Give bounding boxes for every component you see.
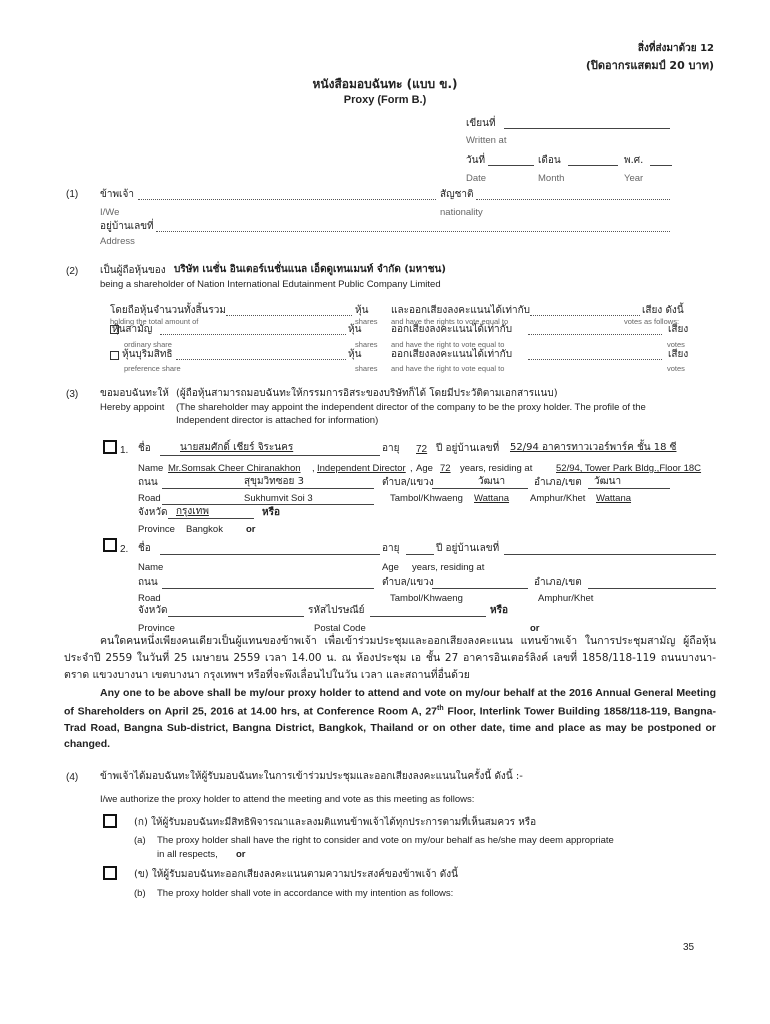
- proxy-2-age-english-label: Age: [382, 562, 399, 573]
- proxy-2-years-english: years, residing at: [412, 562, 485, 573]
- preference-share-english-label: preference share: [124, 364, 181, 373]
- form-title-english: Proxy (Form B.): [343, 94, 427, 106]
- ordinary-votes-thai-unit: เสียง: [668, 324, 689, 335]
- proxy-2-postal-english-label: Postal Code: [314, 623, 366, 634]
- year-thai-label: พ.ศ.: [624, 155, 644, 166]
- proxy-2-amphur-thai-label: อำเภอ/เขต: [534, 577, 582, 588]
- proxy-1-name-line: [160, 455, 380, 456]
- proxy-1-province-thai-label: จังหวัด: [138, 507, 168, 518]
- proxy-1-road-line: [162, 488, 374, 489]
- proxy-1-address-english-value[interactable]: 52/94, Tower Park Bldg.,Floor 18C: [556, 463, 702, 474]
- proxy-1-amphur-thai-label: อำเภอ/เขต: [534, 477, 582, 488]
- proxy-2-province-english-label: Province: [138, 623, 175, 634]
- ordinary-votes-field[interactable]: [528, 334, 662, 335]
- attachment-label: สิ่งที่ส่งมาด้วย 12: [637, 43, 714, 54]
- preference-votes-english-label: and have the right to vote equal to: [391, 364, 505, 373]
- option-a-label: (a): [134, 835, 146, 846]
- proxy-1-address-thai-value[interactable]: 52/94 อาคารทาวเวอร์พาร์ค ชั้น 18 ซี: [510, 442, 677, 453]
- preference-votes-field[interactable]: [528, 359, 662, 360]
- proxy-2-amphur-field[interactable]: [588, 588, 716, 589]
- proxy-1-amphur-english-value[interactable]: Wattana: [596, 493, 632, 504]
- date-field[interactable]: [488, 165, 534, 166]
- proxy-1-tambol-english-value[interactable]: Wattana: [474, 493, 510, 504]
- stamp-duty-note: (ปิดอากรแสตมป์ 20 บาท): [585, 59, 714, 72]
- ordinary-shares-english-unit: shares: [355, 340, 378, 349]
- proxy-1-name-thai-value[interactable]: นายสมศักดิ์ เชียร์ จิระนคร: [180, 442, 294, 453]
- proxy-1-name-english-value[interactable]: Mr.Somsak Cheer Chiranakhon: [168, 463, 301, 474]
- address-field[interactable]: [156, 231, 670, 232]
- total-votes-field[interactable]: [530, 315, 640, 316]
- iwe-thai-label: ข้าพเจ้า: [100, 189, 134, 200]
- proxy-1-age-english-label: Age: [416, 463, 433, 474]
- page-number: 35: [683, 942, 695, 953]
- nationality-field[interactable]: [476, 199, 670, 200]
- proxy-1-tambol-thai-label: ตำบล/แขวง: [382, 477, 434, 488]
- proxy-1-name-thai-label: ชื่อ: [138, 443, 151, 454]
- company-name-thai: บริษัท เนชั่น อินเตอร์เนชั่นแนล เอ็ดดูเทนเมนท์ จำกัด (มหาชน): [174, 264, 446, 275]
- proxy-1-road-english-value[interactable]: Sukhumvit Soi 3: [244, 493, 313, 504]
- proxy-1-province-line: [168, 518, 254, 519]
- proxy-2-road-english-label: Road: [138, 593, 161, 604]
- ordinary-share-english-label: ordinary share: [124, 340, 172, 349]
- proxy-1-age-thai-label: อายุ: [382, 443, 400, 454]
- proxy-2-name-field[interactable]: [160, 554, 380, 555]
- shares-english-unit: shares: [355, 317, 378, 326]
- proxy-2-checkbox[interactable]: [103, 538, 117, 552]
- name-field[interactable]: [138, 199, 436, 200]
- proxy-2-age-thai-label: อายุ: [382, 543, 400, 554]
- proxy-1-road-english-line: [162, 504, 374, 505]
- proxy-2-or-english: or: [530, 623, 540, 634]
- preference-votes-thai-label: ออกเสียงลงคะแนนได้เท่ากับ: [391, 349, 513, 360]
- appoint-thai-label: ขอมอบฉันทะให้: [100, 388, 169, 399]
- option-a-checkbox[interactable]: [103, 814, 117, 828]
- meeting-paragraph-thai: คนใดคนหนึ่งเพียงคนเดียวเป็นผู้แทนของข้าพเจ้า เพื่อเข้าร่วมประชุมและออกเสียงลงคะแนน แทนข้าพเจ้า ในการประชุมสามัญ ผู้ถือหุ้นประจำปี 2559 ในวันที่ 25 เมษายน 2559 เวลา 14.00 น. ณ ห้องประชุม เอ ชั้น 27 อาคารอินเตอร์ลิงค์ เลขที่ 1858/118-119 ถนนบางนา-ตราด แขวงบางนา เขตบางนา กรุงเทพฯ หรือที่จะพึงเลื่อนไปในวัน เวลา และสถานที่อื่นด้วย: [64, 635, 716, 681]
- month-thai-label: เดือน: [538, 155, 561, 166]
- proxy-2-tambol-thai-label: ตำบล/แขวง: [382, 577, 434, 588]
- proxy-2-name-thai-label: ชื่อ: [138, 543, 151, 554]
- total-shares-english-label: holding the total amount of: [110, 317, 199, 326]
- proxy-1-amphur-line: [588, 488, 670, 489]
- proxy-1-road-thai-label: ถนน: [138, 477, 158, 488]
- option-b-thai: (ข) ให้ผู้รับมอบฉันทะออกเสียงลงคะแนนตามความประสงค์ของข้าพเจ้า ดังนี้: [134, 869, 458, 880]
- shares-thai-unit: หุ้น: [355, 305, 369, 316]
- year-english-label: Year: [624, 173, 644, 184]
- preference-share-field[interactable]: [176, 359, 346, 360]
- appoint-note-english-2: Independent director is attached for information): [176, 415, 379, 426]
- section-3-number: (3): [66, 389, 79, 400]
- section-2-number: (2): [66, 266, 79, 277]
- proxy-2-address-field[interactable]: [504, 554, 716, 555]
- proxy-2-tambol-field[interactable]: [432, 588, 528, 589]
- appoint-note-english-1: (The shareholder may appoint the independent director of the company to be the proxy holder. The profile of the: [176, 402, 646, 413]
- preference-votes-english-unit: votes: [667, 364, 685, 373]
- ordinary-votes-thai-label: ออกเสียงลงคะแนนได้เท่ากับ: [391, 324, 513, 335]
- proxy-1-tambol-thai-value[interactable]: วัฒนา: [478, 476, 506, 487]
- proxy-1-or-english: or: [246, 524, 256, 535]
- shareholder-thai-prefix: เป็นผู้ถือหุ้นของ: [100, 265, 166, 276]
- iwe-english-label: I/We: [100, 207, 120, 218]
- proxy-1-number: 1.: [120, 445, 129, 456]
- shareholder-english-line: being a shareholder of Nation International Edutainment Public Company Limited: [100, 279, 441, 290]
- address-thai-label: อยู่บ้านเลขที่: [100, 221, 154, 232]
- proxy-2-age-field[interactable]: [406, 554, 434, 555]
- authorize-english: I/we authorize the proxy holder to attend the meeting and vote as this meeting as follows:: [100, 794, 475, 805]
- preference-share-thai-label: หุ้นบุริมสิทธิ: [122, 349, 173, 360]
- ordinary-shares-thai-unit: หุ้น: [348, 324, 362, 335]
- option-a-or: or: [236, 849, 246, 860]
- proxy-2-road-field[interactable]: [162, 588, 374, 589]
- proxy-2-road-thai-label: ถนน: [138, 577, 158, 588]
- proxy-1-tambol-line: [432, 488, 528, 489]
- proxy-2-postal-field[interactable]: [370, 616, 486, 617]
- proxy-1-province-english-value[interactable]: Bangkok: [186, 524, 223, 535]
- proxy-1-road-thai-value[interactable]: สุขุมวิทซอย 3: [244, 476, 304, 487]
- written-at-field[interactable]: [504, 128, 670, 129]
- option-b-english: The proxy holder shall vote in accordance with my intention as follows:: [157, 888, 454, 899]
- preference-votes-thai-unit: เสียง: [668, 349, 689, 360]
- ordinary-share-thai-label: หุ้นสามัญ: [112, 324, 153, 335]
- proxy-1-years-thai: ปี อยู่บ้านเลขที่: [436, 443, 500, 454]
- proxy-1-road-english-label: Road: [138, 493, 161, 504]
- ordinary-votes-english-unit: votes: [667, 340, 685, 349]
- proxy-2-postal-thai-label: รหัสไปรษณีย์: [308, 605, 365, 616]
- total-shares-field[interactable]: [226, 315, 352, 316]
- proxy-2-years-thai: ปี อยู่บ้านเลขที่: [436, 543, 500, 554]
- total-votes-english-label: and have the rights to vote equal to: [391, 317, 509, 326]
- proxy-1-checkbox[interactable]: [103, 440, 117, 454]
- ordinary-votes-english-label: and have the right to vote equal to: [391, 340, 505, 349]
- appoint-note-thai: (ผู้ถือหุ้นสามารถมอบฉันทะให้กรรมการอิสระของบริษัทก็ได้ โดยมีประวัติตามเอกสารแนบ): [176, 388, 558, 399]
- proxy-2-name-english-label: Name: [138, 562, 164, 573]
- proxy-1-years-english: years, residing at: [460, 463, 533, 474]
- proxy-1-province-english-label: Province: [138, 524, 175, 535]
- form-title-thai: หนังสือมอบฉันทะ (แบบ ข.): [312, 77, 458, 91]
- option-a-english-2: in all respects,: [157, 849, 218, 860]
- nationality-english-label: nationality: [440, 207, 483, 218]
- section-1-number: (1): [66, 189, 79, 200]
- total-shares-thai-label: โดยถือหุ้นจำนวนทั้งสิ้นรวม: [110, 305, 226, 316]
- date-thai-label: วันที่: [466, 155, 486, 166]
- total-votes-thai-label: และออกเสียงลงคะแนนได้เท่ากับ: [391, 305, 531, 316]
- preference-shares-english-unit: shares: [355, 364, 378, 373]
- option-a-thai: (ก) ให้ผู้รับมอบฉันทะมีสิทธิพิจารณาและลงมติแทนข้าพเจ้าได้ทุกประการตามที่เห็นสมควร หรือ: [134, 817, 537, 828]
- meeting-paragraph-english-part-1: Any one to be above shall be my/our proxy holder to attend and vote on my/our behalf at the 2016 Annual General Meeting of Shareholders on April 25, 2016 at 14.00 hrs, at Conference Room A, 27: [64, 687, 716, 718]
- proxy-2-province-thai-label: จังหวัด: [138, 605, 168, 616]
- proxy-1-role-english: Independent Director: [317, 463, 406, 474]
- option-a-english-1: The proxy holder shall have the right to consider and vote on my/our behalf as he/she may deem appropriate: [157, 835, 614, 846]
- proxy-1-amphur-thai-value[interactable]: วัฒนา: [594, 476, 622, 487]
- meeting-paragraph-english-superscript: th: [437, 705, 444, 712]
- ordinary-share-field[interactable]: [160, 334, 346, 335]
- section-4-number: (4): [66, 772, 79, 783]
- proxy-1-or-thai: หรือ: [262, 507, 280, 518]
- votes-as-follows-thai: เสียง ดังนี้: [642, 305, 684, 316]
- date-english-label: Date: [466, 173, 487, 184]
- appoint-english-label: Hereby appoint: [100, 402, 165, 413]
- proxy-2-province-field[interactable]: [168, 616, 304, 617]
- month-field[interactable]: [568, 165, 618, 166]
- proxy-2-number: 2.: [120, 544, 129, 555]
- option-b-checkbox[interactable]: [103, 866, 117, 880]
- proxy-2-amphur-english-label: Amphur/Khet: [538, 593, 594, 604]
- proxy-1-province-thai-value[interactable]: กรุงเทพ: [176, 506, 209, 517]
- nationality-thai-label: สัญชาติ: [440, 189, 474, 200]
- proxy-2-or-thai: หรือ: [490, 605, 508, 616]
- proxy-1-age-english-value[interactable]: 72: [440, 463, 451, 474]
- preference-share-checkbox[interactable]: [110, 351, 119, 360]
- meeting-paragraph-english: [64, 685, 716, 752]
- votes-as-follows-english: votes as follows:: [624, 317, 680, 326]
- preference-shares-thai-unit: หุ้น: [348, 349, 362, 360]
- meeting-paragraph-english-part-2: Floor, Interlink Tower Building 1858/118-119, Bangna-Trad Road, Bangna Sub-district, Bangna District, Bangkok, Thailand or on other date, time and place as may be postponed or changed.: [64, 705, 716, 750]
- proxy-1-amphur-english-label: Amphur/Khet: [530, 493, 586, 504]
- month-english-label: Month: [538, 173, 565, 184]
- proxy-1-name-english-label: Name: [138, 463, 164, 474]
- proxy-2-tambol-english-label: Tambol/Khwaeng: [390, 593, 463, 604]
- option-b-label: (b): [134, 888, 146, 899]
- written-at-thai-label: เขียนที่: [466, 118, 496, 129]
- year-field[interactable]: [650, 165, 672, 166]
- authorize-thai: ข้าพเจ้าได้มอบฉันทะให้ผู้รับมอบฉันทะในการเข้าร่วมประชุมและออกเสียงลงคะแนนในครั้งนี้ ดังนี้ :-: [100, 771, 523, 782]
- proxy-1-age-value[interactable]: 72: [416, 444, 428, 455]
- proxy-1-tambol-english-label: Tambol/Khwaeng: [390, 493, 463, 504]
- written-at-english-label: Written at: [466, 135, 507, 146]
- address-english-label: Address: [100, 236, 135, 247]
